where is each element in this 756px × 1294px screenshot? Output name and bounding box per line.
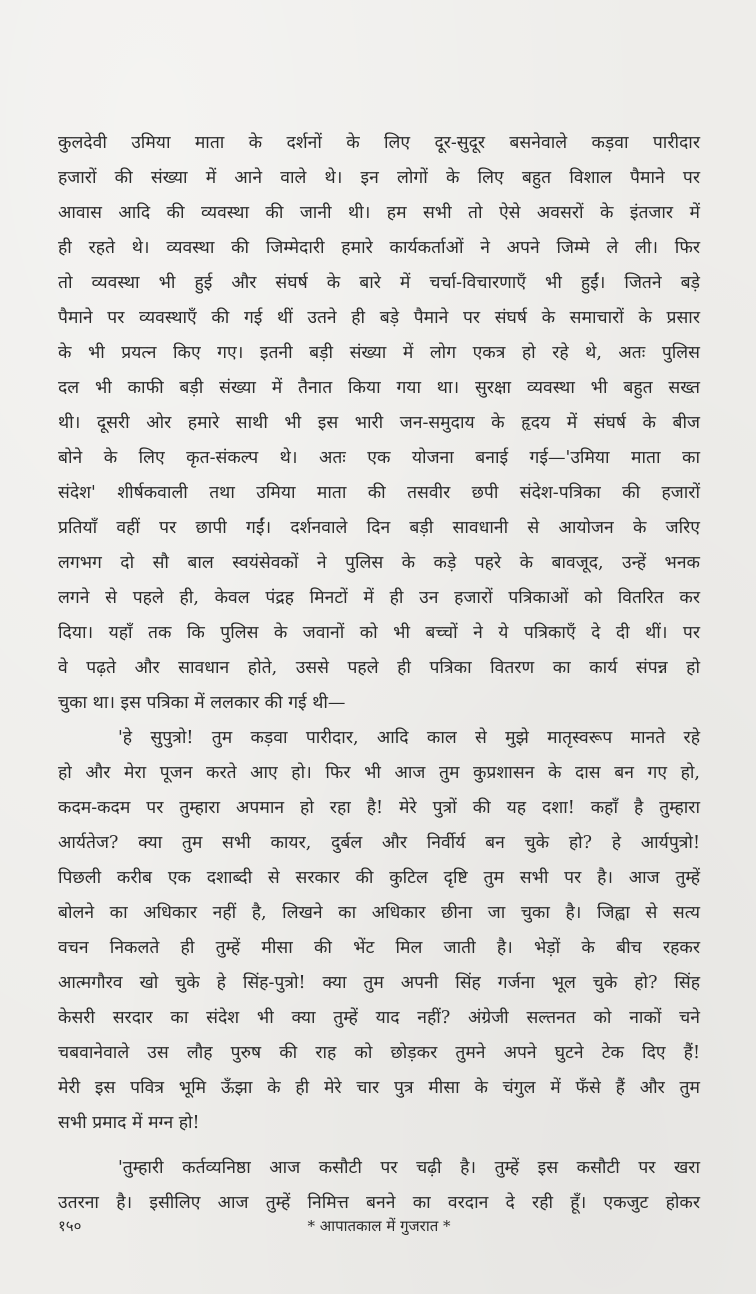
running-title: * आपातकाल में गुजरात * bbox=[307, 1217, 451, 1235]
text-line: बोने के लिए कृत-संकल्प थे। अतः एक योजना बनाई गई—'उमिया माता का bbox=[58, 448, 700, 468]
paragraph-1 bbox=[58, 126, 700, 721]
text-line: उतरना है। इसीलिए आज तुम्हें निमित्त बनने का वरदान दे रही हूँ। एकजुट होकर bbox=[58, 1193, 700, 1213]
page-footer bbox=[58, 1211, 700, 1241]
text-line: पिछली करीब एक दशाब्दी से सरकार की कुटिल दृष्टि तुम सभी पर है। आज तुम्हें bbox=[58, 868, 700, 888]
text-line: दिया। यहाँ तक कि पुलिस के जवानों को भी बच्चों ने ये पत्रिकाएँ दे दी थीं। पर bbox=[58, 623, 700, 643]
text-line: लगने से पहले ही, केवल पंद्रह मिनटों में ही उन हजारों पत्रिकाओं को वितरित कर bbox=[58, 588, 700, 608]
text-line: प्रतियाँ वहीं पर छापी गईं। दर्शनवाले दिन बड़ी सावधानी से आयोजन के जरिए bbox=[58, 518, 700, 538]
text-line: आत्मगौरव खो चुके हे सिंह-पुत्रो! क्या तुम अपनी सिंह गर्जना भूल चुके हो? सिंह bbox=[58, 973, 700, 993]
text-line: कदम-कदम पर तुम्हारा अपमान हो रहा है! मेरे पुत्रों की यह दशा! कहाँ है तुम्हारा bbox=[58, 798, 700, 818]
text-line: हजारों की संख्या में आने वाले थे। इन लोगों के लिए बहुत विशाल पैमाने पर bbox=[58, 168, 700, 188]
text-line: चुका था। इस पत्रिका में ललकार की गई थी— bbox=[58, 693, 346, 713]
text-line: लगभग दो सौ बाल स्वयंसेवकों ने पुलिस के कड़े पहरे के बावजूद, उन्हें भनक bbox=[58, 553, 700, 573]
text-line: मेरी इस पवित्र भूमि ऊँझा के ही मेरे चार पुत्र मीसा के चंगुल में फँसे हैं और तुम bbox=[58, 1078, 700, 1098]
text-line: आवास आदि की व्यवस्था की जानी थी। हम सभी तो ऐसे अवसरों के इंतजार में bbox=[58, 203, 700, 223]
text-line: संदेश' शीर्षकवाली तथा उमिया माता की तसवीर छपी संदेश-पत्रिका की हजारों bbox=[58, 483, 700, 503]
text-line: चबवानेवाले उस लौह पुरुष की राह को छोड़कर तुमने अपने घुटने टेक दिए हैं! bbox=[58, 1043, 700, 1063]
text-line: सभी प्रमाद में मग्न हो! bbox=[58, 1113, 200, 1133]
paragraph-spacer bbox=[58, 1141, 700, 1151]
paragraph-2 bbox=[58, 721, 700, 1141]
text-line: हो और मेरा पूजन करते आए हो। फिर भी आज तुम कुप्रशासन के दास बन गए हो, bbox=[58, 763, 700, 783]
text-line: पैमाने पर व्यवस्थाएँ की गई थीं उतने ही बड़े पैमाने पर संघर्ष के समाचारों के प्रसार bbox=[58, 308, 700, 328]
text-line: दल भी काफी बड़ी संख्या में तैनात किया गया था। सुरक्षा व्यवस्था भी बहुत सख्त bbox=[58, 378, 700, 398]
text-line: वचन निकलते ही तुम्हें मीसा की भेंट मिल जाती है। भेड़ों के बीच रहकर bbox=[58, 938, 700, 958]
text-line: केसरी सरदार का संदेश भी क्या तुम्हें याद नहीं? अंग्रेजी सल्तनत को नाकों चने bbox=[58, 1008, 700, 1028]
text-line: ही रहते थे। व्यवस्था की जिम्मेदारी हमारे कार्यकर्ताओं ने अपने जिम्मे ले ली। फिर bbox=[58, 238, 700, 258]
text-line: 'हे सुपुत्रो! तुम कड़वा पारीदार, आदि काल से मुझे मातृस्वरूप मानते रहे bbox=[118, 728, 700, 748]
text-line: वे पढ़ते और सावधान होते, उससे पहले ही पत्रिका वितरण का कार्य संपन्न हो bbox=[58, 658, 700, 678]
body-text bbox=[58, 126, 700, 1221]
text-line: के भी प्रयत्न किए गए। इतनी बड़ी संख्या में लोग एकत्र हो रहे थे, अतः पुलिस bbox=[58, 343, 700, 363]
page-number: १५० bbox=[58, 1217, 82, 1235]
text-line: कुलदेवी उमिया माता के दर्शनों के लिए दूर-सुदूर बसनेवाले कड़वा पारीदार bbox=[58, 133, 700, 153]
text-line: 'तुम्हारी कर्तव्यनिष्ठा आज कसौटी पर चढ़ी है। तुम्हें इस कसौटी पर खरा bbox=[118, 1158, 700, 1178]
text-line: बोलने का अधिकार नहीं है, लिखने का अधिकार छीना जा चुका है। जिह्वा से सत्य bbox=[58, 903, 700, 923]
text-line: आर्यतेज? क्या तुम सभी कायर, दुर्बल और निर्वीर्य बन चुके हो? हे आर्यपुत्रो! bbox=[58, 833, 700, 853]
text-line: थी। दूसरी ओर हमारे साथी भी इस भारी जन-समुदाय के हृदय में संघर्ष के बीज bbox=[58, 413, 700, 433]
text-line: तो व्यवस्था भी हुई और संघर्ष के बारे में चर्चा-विचारणाएँ भी हुईं। जितने बड़े bbox=[58, 273, 700, 293]
